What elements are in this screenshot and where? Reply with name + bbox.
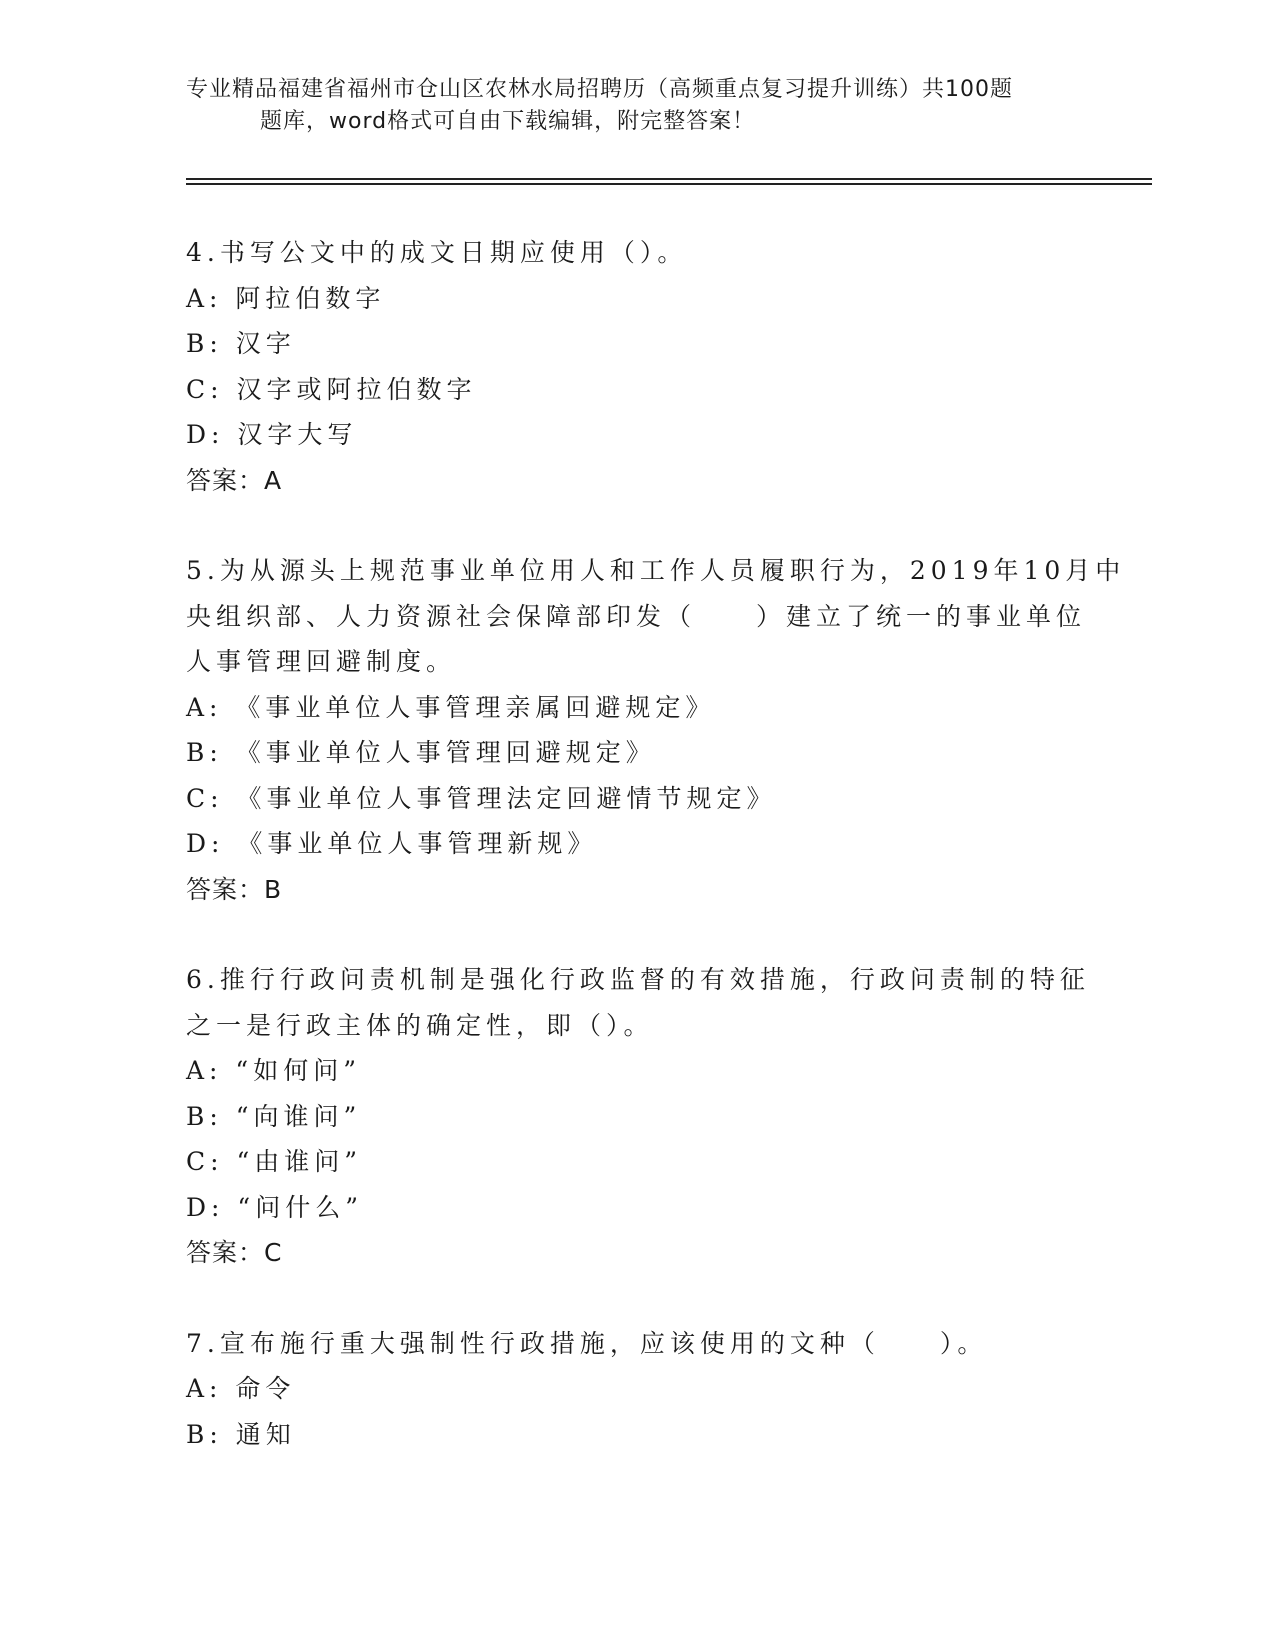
stem-line: 5.为从源头上规范事业单位用人和工作人员履职行为，2019年10月中: [186, 556, 1126, 585]
header-line-2: 题库，word格式可自由下载编辑，附完整答案！: [260, 109, 756, 134]
header-rule-bottom: [186, 183, 1152, 185]
stem-line: 7.宣布施行重大强制性行政措施，应该使用的文种（ ）。: [186, 1328, 988, 1358]
option-a: A: 阿拉伯数字: [186, 283, 386, 313]
option-d: D: “问什么”: [186, 1192, 363, 1222]
option-b: B: 通知: [186, 1419, 296, 1449]
option-c: C: 汉字或阿拉伯数字: [186, 374, 477, 404]
question-stem: [186, 1321, 1086, 1367]
question-7: [186, 1321, 1086, 1458]
header-rule-top: [186, 178, 1152, 180]
answer: 答案：B: [186, 874, 283, 904]
question-list: [186, 230, 1126, 1457]
document-header: [186, 74, 1086, 138]
header-line-1: 专业精品福建省福州市仓山区农林水局招聘历（高频重点复习提升训练）共100题: [186, 77, 1013, 102]
spacer: [186, 1276, 1086, 1321]
answer: 答案：A: [186, 465, 283, 495]
option-d: D: 汉字大写: [186, 420, 358, 449]
option-a: A: 《事业单位人事管理亲属回避规定》: [186, 692, 716, 722]
question-stem: [186, 230, 1086, 276]
spacer: [186, 912, 1086, 957]
option-b: B: 汉字: [186, 329, 296, 358]
option-c: C: “由谁问”: [186, 1147, 363, 1176]
question-stem: [186, 548, 1126, 685]
stem-line: 6.推行行政问责机制是强化行政监督的有效措施，行政问责制的特征: [186, 965, 1090, 994]
spacer: [186, 503, 1086, 548]
question-4: [186, 230, 1086, 503]
answer: 答案：C: [186, 1238, 283, 1267]
stem-line: 之一是行政主体的确定性，即（）。: [186, 1010, 654, 1040]
question-6: [186, 957, 1090, 1276]
stem-line: 人事管理回避制度。: [186, 647, 457, 676]
stem-line: 央组织部、人力资源社会保障部印发（ ）建立了统一的事业单位: [186, 601, 1087, 631]
option-a: A: “如何问”: [186, 1056, 361, 1085]
option-c: C: 《事业单位人事管理法定回避情节规定》: [186, 783, 777, 813]
question-stem: [186, 957, 1090, 1048]
stem-line: 4.书写公文中的成文日期应使用（）。: [186, 238, 688, 267]
option-b: B: “向谁问”: [186, 1101, 362, 1131]
option-b: B: 《事业单位人事管理回避规定》: [186, 738, 656, 767]
question-5: [186, 548, 1126, 912]
option-a: A: 命令: [186, 1374, 296, 1403]
option-d: D: 《事业单位人事管理新规》: [186, 829, 598, 858]
